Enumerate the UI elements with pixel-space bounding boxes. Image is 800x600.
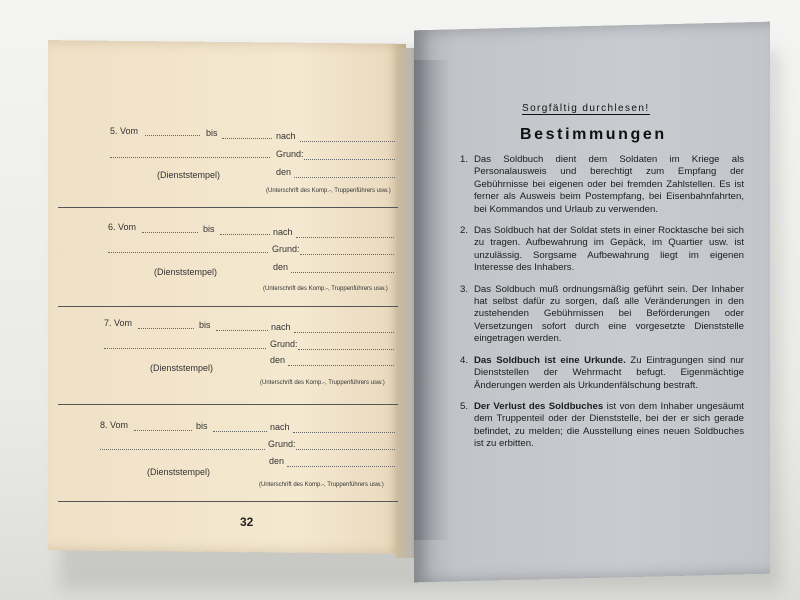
bis-label: bis — [206, 128, 218, 138]
signature-label: (Unterschrift des Komp.-, Truppenführers usw.) — [266, 188, 391, 194]
page-number: 32 — [240, 515, 254, 529]
entry-number-label: 6. Vom — [108, 222, 137, 232]
den-label: den — [269, 456, 285, 466]
grund-label: Grund: — [272, 244, 300, 254]
grund-label: Grund: — [276, 149, 304, 159]
entry-separator — [58, 306, 398, 307]
nach-label: nach — [276, 131, 296, 141]
rule-item — [460, 401, 744, 451]
stamp-label: (Dienststempel) — [147, 467, 211, 477]
nach-label: nach — [273, 227, 293, 237]
entry-number-label: 8. Vom — [100, 420, 129, 430]
rule-text: Das Soldbuch hat der Soldat stets in einer Rocktasche bei sich zu tragen. Aufbewahrung im Gepäck, im Quartier usw. ist unzulässig. Sorgsame Aufbewahrung liegt im eigenen Interesse des Inhabers. — [474, 225, 744, 274]
rule-bold-text: Das Soldbuch ist eine Urkunde. — [474, 354, 626, 366]
rule-text: Das Soldbuch muß ordnungsmäßig geführt sein. Der Inhaber hat selbst dafür zu sorgen, daß alle Veränderungen in den zustehenden Gebührnissen bei Beförderungen oder Versetzungen sofort durch eine vorgesetzte Dienststelle eingetragen werden. — [474, 283, 744, 345]
rule-item — [460, 154, 744, 216]
rule-bold-text: Der Verlust des Soldbuches — [474, 400, 604, 412]
stamp-label: (Dienststempel) — [150, 363, 214, 373]
rule-number: 3. — [460, 283, 469, 295]
rule-item — [460, 225, 744, 275]
signature-label: (Unterschrift des Komp.-, Truppenführers usw.) — [263, 286, 388, 292]
nach-label: nach — [271, 322, 291, 332]
entry-separator — [58, 404, 398, 405]
stamp-label: (Dienststempel) — [157, 170, 221, 180]
rule-item — [460, 284, 744, 346]
rule-number: 2. — [460, 225, 469, 237]
rule-text: Das Soldbuch dient dem Soldaten im Kriege als Personalausweis und berechtigt zum Empfang der Gebührnisse bei eigenen oder bei fremden Zahlstellen. Es ist ferner als Ausweis beim Postempfang, bei Eisenbahnfahrten, bei Kommandos und Urlaub zu verwenden. — [474, 154, 744, 215]
nach-label: nach — [270, 422, 290, 432]
rule-text: Zu Eintragungen sind nur Dienststellen der Wehrmacht befugt. Eigenmächtige Änderungen werden als Urkundenfälschung bestraft. — [474, 354, 744, 391]
rule-item — [460, 355, 744, 392]
den-label: den — [270, 355, 286, 365]
rule-number: 5. — [460, 400, 469, 412]
rule-text: ist von dem Inhaber ungesäumt dem Truppenteil oder der Dienststelle, bei der er sich gerade befindet, zu melden; die Ausstellung eines neuen Soldbuches ist zu erbitten. — [474, 400, 744, 450]
read-carefully-heading: Sorgfältig durchlesen! — [522, 103, 650, 114]
bis-label: bis — [196, 421, 208, 431]
den-label: den — [276, 167, 292, 177]
grund-label: Grund: — [270, 339, 298, 349]
grund-label: Grund: — [268, 439, 296, 449]
den-label: den — [273, 262, 289, 272]
entry-number-label: 7. Vom — [104, 318, 133, 328]
entry-separator — [58, 207, 398, 208]
bis-label: bis — [199, 320, 211, 330]
rule-number: 1. — [460, 154, 469, 165]
signature-label: (Unterschrift des Komp.-, Truppenführers usw.) — [259, 482, 384, 488]
entry-number-label: 5. Vom — [110, 126, 139, 136]
signature-label: (Unterschrift des Komp.-, Truppenführers usw.) — [260, 380, 385, 386]
rules-list — [460, 154, 744, 460]
page-title: Bestimmungen — [520, 126, 667, 143]
bis-label: bis — [203, 224, 215, 234]
entry-separator — [58, 501, 398, 502]
stamp-label: (Dienststempel) — [154, 267, 218, 277]
rule-number: 4. — [460, 354, 469, 366]
